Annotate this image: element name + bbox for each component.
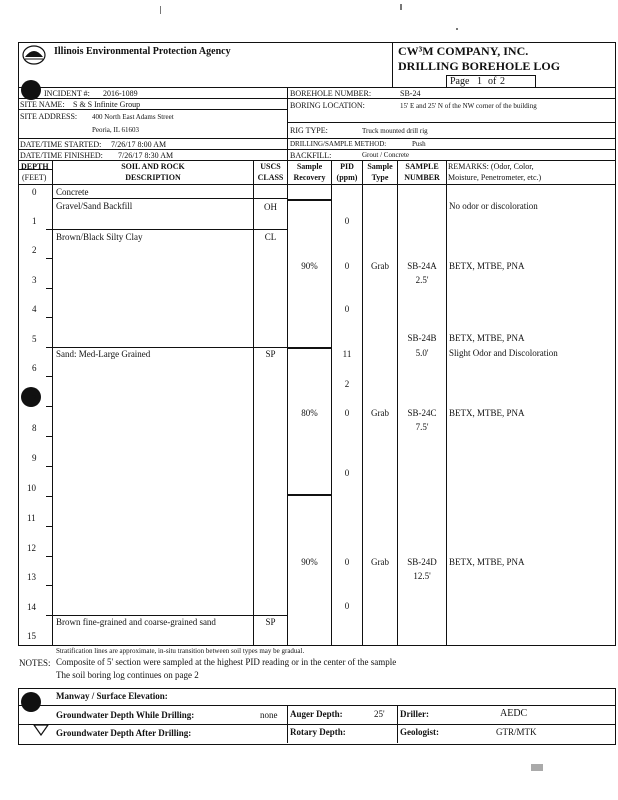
col-uscs: USCS <box>260 162 281 171</box>
sample-type: Grab <box>371 408 389 418</box>
remark: BETX, MTBE, PNA <box>449 408 525 418</box>
auger-value: 25' <box>374 709 385 719</box>
page-of-label: of <box>488 76 497 87</box>
manway-label: Manway / Surface Elevation: <box>56 691 168 701</box>
soil-layer-desc: Gravel/Sand Backfill <box>56 201 133 211</box>
col-depth: DEPTH <box>21 162 49 171</box>
note-line1: Composite of 5' section were sampled at the highest PID reading or in the center of the sample <box>56 657 397 667</box>
sample-recovery: 80% <box>301 408 318 418</box>
pid-reading: 0 <box>344 216 350 226</box>
sample-type: Grab <box>371 261 389 271</box>
remark: BETX, MTBE, PNA <box>449 333 525 343</box>
started-label: DATE/TIME STARTED: <box>20 140 102 149</box>
geologist-value: GTR/MTK <box>496 727 537 737</box>
sample-number: SB-24A <box>407 261 437 271</box>
col-pid: PID <box>340 162 354 171</box>
gw-after-label: Groundwater Depth After Drilling: <box>56 728 192 738</box>
pid-reading: 0 <box>344 468 350 478</box>
depth-label: 10 <box>27 483 36 493</box>
rig-type-label: RIG TYPE: <box>290 126 328 135</box>
depth-label: 15 <box>27 631 36 641</box>
depth-label: 7 <box>32 393 37 403</box>
scan-speck <box>160 6 161 14</box>
method-label: DRILLING/SAMPLE METHOD: <box>290 140 387 148</box>
sample-number: SB-24B <box>407 333 437 343</box>
sample-number: SB-24C <box>407 408 437 418</box>
soil-layer-uscs: SP <box>265 617 276 627</box>
remark: BETX, MTBE, PNA <box>449 557 525 567</box>
remark: No odor or discoloration <box>449 201 538 211</box>
sample-depth: 7.5' <box>415 422 429 432</box>
pid-reading: 0 <box>344 601 350 611</box>
col-ppm: (ppm) <box>336 173 358 182</box>
col-recovery2: Recovery <box>293 173 326 182</box>
depth-label: 13 <box>27 572 36 582</box>
depth-label: 6 <box>32 363 37 373</box>
notes-label: NOTES: <box>19 658 51 668</box>
site-name-label: SITE NAME: <box>20 100 65 109</box>
scan-speck <box>456 28 458 30</box>
sample-type: Grab <box>371 557 389 567</box>
depth-label: 5 <box>32 334 37 344</box>
soil-layer-desc: Sand: Med-Large Grained <box>56 349 151 359</box>
rig-type: Truck mounted drill rig <box>362 127 428 135</box>
depth-label: 3 <box>32 275 37 285</box>
depth-label: 11 <box>27 513 36 523</box>
site-address-label: SITE ADDRESS: <box>20 112 78 121</box>
driller-label: Driller: <box>400 709 429 719</box>
pid-reading: 0 <box>344 261 350 271</box>
col-soil-desc: DESCRIPTION <box>125 173 181 182</box>
col-sample-number: SAMPLE <box>405 162 439 171</box>
depth-label: 2 <box>32 245 37 255</box>
pid-reading: 0 <box>344 408 350 418</box>
geologist-label: Geologist: <box>400 727 439 737</box>
page-total: 2 <box>500 76 505 87</box>
depth-label: 14 <box>27 602 36 612</box>
soil-layer-desc: Concrete <box>56 187 89 197</box>
pid-reading: 0 <box>344 557 350 567</box>
sample-depth: 2.5' <box>415 275 429 285</box>
col-class: CLASS <box>257 173 284 182</box>
depth-label: 8 <box>32 423 37 433</box>
col-recovery: Sample <box>296 162 323 171</box>
agency-name: Illinois Environmental Protection Agency <box>54 46 231 57</box>
site-name: S & S Infinite Group <box>73 100 141 109</box>
soil-layer-uscs: CL <box>264 232 277 242</box>
col-sample-type: Sample <box>367 162 393 171</box>
soil-layer-desc: Brown/Black Silty Clay <box>56 232 143 242</box>
soil-layer-desc: Brown fine-grained and coarse-grained sand <box>56 617 216 627</box>
water-level-icon <box>33 723 49 741</box>
remark: BETX, MTBE, PNA <box>449 261 525 271</box>
page-label: Page <box>450 76 470 87</box>
scan-speck <box>400 4 402 10</box>
finished-value: 7/26/17 8:30 AM <box>118 151 174 160</box>
borehole-number: SB-24 <box>400 89 421 98</box>
scan-speck <box>531 764 543 771</box>
col-remarks: REMARKS: (Odor, Color, <box>448 162 534 171</box>
pid-reading: 11 <box>342 349 352 359</box>
incident-number: 2016-1089 <box>103 89 138 98</box>
site-address-line1: 400 North East Adams Street <box>92 113 174 121</box>
gw-while-label: Groundwater Depth While Drilling: <box>56 710 195 720</box>
depth-label: 0 <box>32 187 37 197</box>
page-number: 1 <box>477 76 482 87</box>
backfill-value: Grout / Concrete <box>362 151 410 159</box>
depth-label: 12 <box>27 543 36 553</box>
auger-label: Auger Depth: <box>290 709 343 719</box>
sample-recovery: 90% <box>301 557 318 567</box>
remark: Slight Odor and Discoloration <box>449 348 558 358</box>
pid-reading: 2 <box>344 379 350 389</box>
depth-label: 1 <box>32 216 37 226</box>
soil-layer-uscs: OH <box>264 202 277 212</box>
depth-label: 4 <box>32 304 37 314</box>
company-name: CW³M COMPANY, INC. <box>398 44 529 58</box>
note-line2: The soil boring log continues on page 2 <box>56 670 199 680</box>
rotary-label: Rotary Depth: <box>290 727 346 737</box>
site-address-line2: Peoria, IL 61603 <box>92 126 139 134</box>
stratification-note: Stratification lines are approximate, in-situ transition between soil types may be gradual. <box>56 647 305 655</box>
col-feet: (FEET) <box>22 173 47 182</box>
backfill-label: BACKFILL: <box>290 151 332 160</box>
finished-label: DATE/TIME FINISHED: <box>20 151 103 160</box>
pid-reading: 0 <box>344 304 350 314</box>
agency-logo-icon <box>22 45 46 65</box>
boring-location: 15' E and 25' N of the NW corner of the building <box>400 102 537 110</box>
gw-while-value: none <box>260 710 278 720</box>
col-type: Type <box>371 173 389 182</box>
started-value: 7/26/17 8:00 AM <box>111 140 167 149</box>
sample-number: SB-24D <box>407 557 437 567</box>
depth-label: 9 <box>32 453 37 463</box>
method-value: Push <box>412 140 426 148</box>
driller-value: AEDC <box>500 708 528 719</box>
borehole-label: BOREHOLE NUMBER: <box>290 89 372 98</box>
incident-label: INCIDENT #: <box>44 89 90 98</box>
sample-depth: 12.5' <box>413 571 431 581</box>
col-remarks2: Moisture, Penetrometer, etc.) <box>448 173 542 182</box>
log-title: DRILLING BOREHOLE LOG <box>398 59 561 73</box>
boring-location-label: BORING LOCATION: <box>290 101 365 110</box>
soil-layer-uscs: SP <box>265 349 276 359</box>
col-soil: SOIL AND ROCK <box>121 162 185 171</box>
sample-recovery: 90% <box>301 261 318 271</box>
col-number: NUMBER <box>404 173 440 182</box>
sample-depth: 5.0' <box>415 348 429 358</box>
